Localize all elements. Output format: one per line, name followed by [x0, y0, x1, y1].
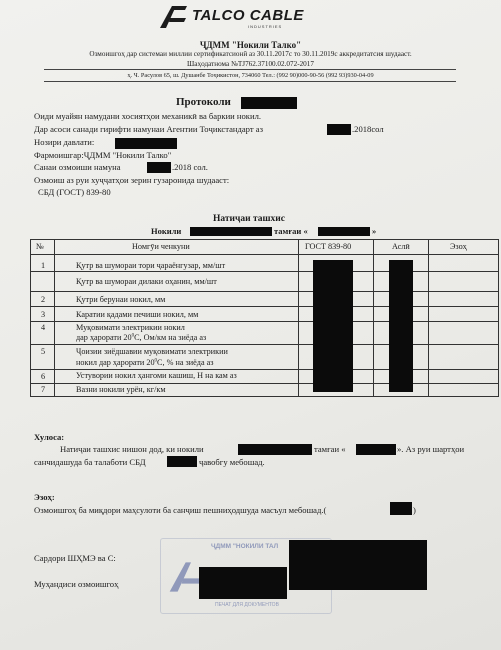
row-name: Қутр ва шумораи дилаки оҳанин, мм/шт — [76, 277, 217, 286]
redaction — [289, 540, 427, 590]
redaction — [115, 138, 177, 149]
conclusion-line-1-end: ». Аз руи шартҳои — [397, 444, 465, 454]
header-rule-bottom — [44, 81, 456, 82]
results-subtitle-brand: тамғаи « — [274, 226, 308, 236]
conclusion-line-2: санчидашуда ба талаботи СБД — [34, 457, 146, 467]
col-header-note: Эзоҳ — [450, 242, 467, 251]
row-number: 7 — [40, 385, 46, 394]
conclusion-line-1: Натиҷаи ташхис нишон дод, ки нокили — [60, 444, 204, 454]
row-name: Қутр ва шумораи тори ҷараёнгузар, мм/шт — [76, 261, 226, 270]
redaction — [356, 444, 396, 455]
protocol-line-1: Оиди муайян намудани хосиятҳои механикӣ ва баркии нокил. — [34, 111, 262, 121]
redaction — [241, 97, 297, 109]
signature-engineer-label: Муҳандиси озмоишгоҳ — [34, 579, 119, 589]
results-subtitle: Нокили — [151, 226, 182, 236]
protocol-line-2-year: .2018сол — [352, 124, 384, 134]
conclusion-brand: тамғаи « — [314, 444, 346, 454]
brand-name: TALCO CABLE — [192, 7, 304, 24]
row-name: Ҷоизии зиёдшавии муқовимати электрикии — [76, 347, 228, 356]
results-title: Натиҷаи ташхис — [213, 214, 285, 224]
redaction — [190, 227, 272, 236]
stamp-small-text: ПЕЧАТ ДЛЯ ДОКУМЕНТОВ — [215, 602, 279, 608]
protocol-line-5-year: .2018 сол. — [172, 162, 208, 172]
row-name-cont: дар ҳарорати $20^0С$, Ом/км на зиёда аз — [76, 333, 207, 342]
protocol-title: Протоколи — [176, 96, 231, 108]
row-number: 4 — [40, 323, 46, 332]
redaction — [390, 502, 412, 515]
brand-tagline: INDUSTRIES — [248, 24, 283, 29]
note-text: Озмоишгоҳ ба миқдори маҳсулоти ба санҷиш пешниҳодшуда масъул мебошад.( — [34, 505, 327, 515]
results-subtitle-end: » — [372, 226, 377, 236]
row-name: Қутри берунаи нокил, мм — [76, 295, 166, 304]
protocol-line-3: Нозири давлати: — [34, 137, 95, 147]
row-number: 5 — [40, 347, 46, 356]
redaction — [313, 260, 353, 392]
row-number: 1 — [40, 261, 46, 270]
certificate-number: Шаҳодатнома №TJ762.37100.02.072-2017 — [187, 60, 314, 68]
col-header-gost: ГОСТ 839-80 — [305, 242, 352, 251]
certification-line: Озмоишгоҳ дар системаи миллии сертификатсионӣ аз 30.11.2017с то 30.11.2019с аккредитатсия шудааст. — [89, 50, 412, 58]
note-text-end: ) — [413, 505, 416, 515]
redaction — [147, 162, 171, 173]
redaction — [318, 227, 370, 236]
row-name: Вазни нокили урён, кг/км — [76, 385, 166, 394]
col-header-no: № — [36, 242, 44, 251]
protocol-line-6: Озмоиш аз руи хуҷҷатҳои зерин гузаронида шудааст: — [34, 175, 230, 185]
talco-logo-icon — [158, 4, 188, 30]
protocol-line-7: СБД (ГОСТ) 839-80 — [38, 187, 111, 197]
header-rule — [44, 69, 456, 70]
row-name: Устувории нокил ҳангоми кашиш, Н на кам аз — [76, 371, 237, 380]
row-name: Муқовимати электрикии нокил — [76, 323, 185, 332]
row-number: 6 — [40, 372, 46, 381]
note-heading: Эзоҳ: — [34, 492, 55, 502]
redaction — [238, 444, 312, 455]
protocol-line-5: Санаи озмоиши намуна — [34, 162, 121, 172]
signature-head-label: Сардори ШҲМЭ ва С: — [34, 553, 116, 563]
stamp-text: ҶДММ "НОКИЛИ ТАЛ — [211, 543, 279, 550]
row-number: 2 — [40, 295, 46, 304]
conclusion-heading: Хулоса: — [34, 432, 65, 442]
redaction — [327, 124, 351, 135]
col-header-name: Номгӯи ченкуни — [132, 242, 190, 251]
row-number: 3 — [40, 310, 46, 319]
protocol-line-2: Дар асоси санади гирифти намунаи Агентии Тоҷикстандарт аз — [34, 124, 263, 134]
redaction — [389, 260, 413, 392]
row-name-cont: нокил дар ҳарорати $20^0С$, % на зиёда аз — [76, 358, 214, 367]
protocol-line-4: Фармоишгар:ҶДММ "Нокили Талко" — [34, 150, 172, 160]
conclusion-line-2-end: ҷавобгу мебошад. — [199, 457, 265, 467]
company-logo — [158, 4, 348, 32]
row-name: Каратии қадами печиши нокил, мм — [76, 310, 199, 319]
results-table — [30, 239, 499, 397]
col-header-actual: Аслӣ — [392, 242, 410, 251]
redaction — [167, 456, 197, 467]
redaction — [199, 567, 287, 599]
company-address: ҳ. Ч. Расулов 65, ш. Душанбе Тоҷикистон, 734060 Тел.: (992 90)000-90-56 (992 93)930-04-09 — [127, 72, 374, 79]
company-name: ҶДММ "Нокили Талко" — [199, 40, 302, 50]
